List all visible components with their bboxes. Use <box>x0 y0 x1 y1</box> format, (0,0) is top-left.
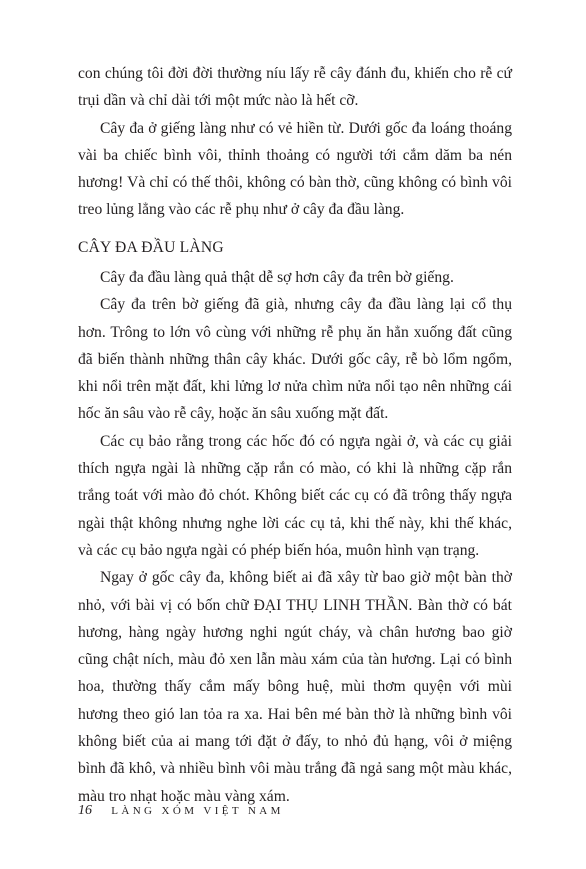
page-number: 16 <box>78 803 92 818</box>
paragraph: Ngay ở gốc cây đa, không biết ai đã xây từ bao giờ một bàn thờ nhỏ, với bài vị có bốn chữ ĐẠI THỤ LINH THẦN. Bàn thờ có bát hương, hàng ngày hương nghi ngút cháy, và chân hương bao giờ cũng chật ních, màu đỏ xen lẫn màu xám của tàn hương. Lại có bình hoa, thường thấy cắm mấy bông huệ, mùi thơm quyện với mùi hương theo gió lan tỏa ra xa. Hai bên mé bàn thờ là những bình vôi không biết của ai mang tới đặt ở đấy, to nhỏ đủ hạng, vôi ở miệng bình đã khô, và nhiều bình vôi màu trắng đã ngả sang một màu khác, màu tro nhạt hoặc màu vàng xám. <box>78 569 512 805</box>
body-text-main <box>78 264 512 810</box>
section-heading: CÂY ĐA ĐẦU LÀNG <box>78 239 224 256</box>
running-title: LÀNG XÓM VIỆT NAM <box>111 805 284 817</box>
body-text-top <box>78 60 512 224</box>
page-footer <box>78 800 284 821</box>
paragraph: Cây đa ở giếng làng như có vẻ hiền từ. Dưới gốc đa loáng thoáng vài ba chiếc bình vôi, thỉnh thoảng có người tới cắm dăm ba nén hương! Và chỉ có thế thôi, không có bàn thờ, cũng không có bình vôi treo lủng lẳng vào các rễ phụ như ở cây đa đầu làng. <box>78 119 512 219</box>
paragraph: con chúng tôi đời đời thường níu lấy rễ cây đánh đu, khiến cho rễ cứ trụi dần và chỉ dài tới một mức nào là hết cỡ. <box>78 65 512 110</box>
paragraph: Cây đa đầu làng quả thật dễ sợ hơn cây đa trên bờ giếng. <box>100 269 454 286</box>
paragraph: Cây đa trên bờ giếng đã già, nhưng cây đa đầu làng lại cổ thụ hơn. Trông to lớn vô cùng với những rễ phụ ăn hẳn xuống đất cũng đã biến thành những thân cây khác. Dưới gốc cây, rễ bò lổm ngổm, khi nổi trên mặt đất, khi lửng lơ nửa chìm nửa nổi tạo nên những cái hốc ăn sâu vào rễ cây, hoặc ăn sâu xuống mặt đất. <box>78 296 512 423</box>
paragraph: Các cụ bảo rằng trong các hốc đó có ngựa ngài ở, và các cụ giải thích ngựa ngài là những cặp rắn có mào, có khi là những cặp rắn trắng toát với mào đỏ chót. Không biết các cụ có đã trông thấy ngựa ngài thật không nhưng nghe lời các cụ tả, khi thế này, khi thế khác, và các cụ bảo ngựa ngài có phép biến hóa, muôn hình vạn trạng. <box>78 432 512 559</box>
